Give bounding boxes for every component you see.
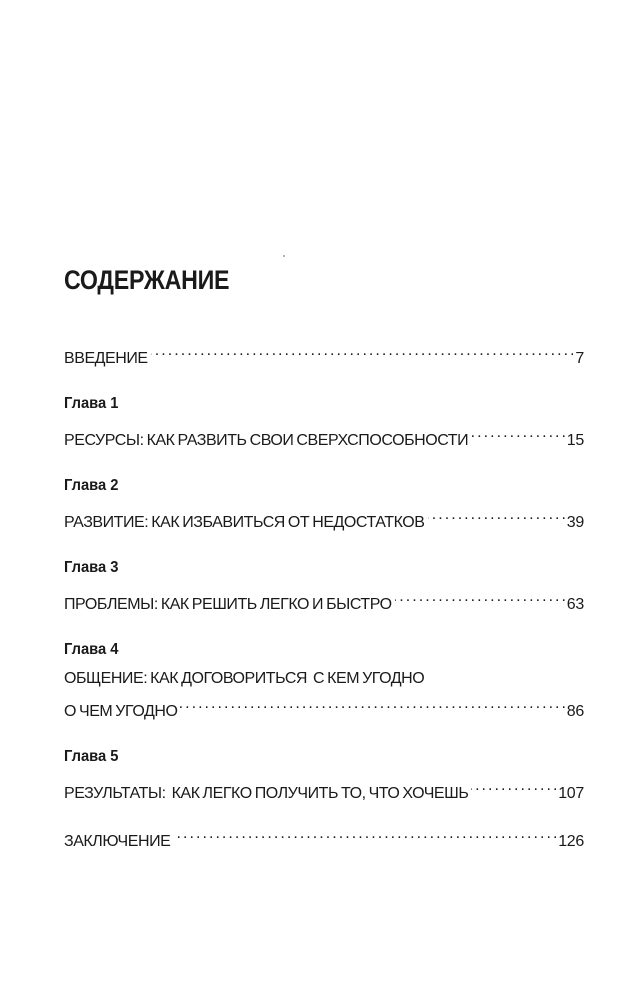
toc-page-number: 15: [566, 432, 584, 449]
toc-entry-text: РАЗВИТИЕ: КАК ИЗБАВИТЬСЯ ОТ НЕДОСТАТКОВ: [64, 514, 425, 531]
toc-line: [64, 821, 584, 850]
dot-leader: [151, 338, 574, 363]
table-of-contents: [64, 262, 584, 850]
dot-leader: [471, 420, 565, 445]
toc-entry-text: РЕСУРСЫ: КАК РАЗВИТЬ СВОИ СВЕРХСПОСОБНОСТИ: [64, 432, 469, 449]
toc-line: [64, 502, 584, 531]
chapter-label: Глава 1: [64, 395, 119, 412]
toc-entry-text: ЗАКЛЮЧЕНИЕ: [64, 833, 171, 850]
chapter-label: Глава 5: [64, 748, 119, 765]
dot-leader: [180, 691, 564, 716]
chapter-label: Глава 4: [64, 641, 119, 658]
toc-line: [64, 773, 584, 802]
toc-chapter-4: [64, 640, 584, 720]
toc-entry-text: РЕЗУЛЬТАТЫ: КАК ЛЕГКО ПОЛУЧИТЬ ТО, ЧТО ХОЧЕШЬ: [64, 785, 469, 802]
scan-speck: [283, 255, 285, 257]
dot-leader: [173, 821, 556, 846]
toc-line: [64, 666, 584, 691]
toc-page-number: 126: [558, 833, 584, 850]
toc-entry-text: О ЧЕМ УГОДНО: [64, 703, 178, 720]
toc-entry-text: ОБЩЕНИЕ: КАК ДОГОВОРИТЬСЯ С КЕМ УГОДНО: [64, 670, 425, 687]
toc-entry-text: ПРОБЛЕМЫ: КАК РЕШИТЬ ЛЕГКО И БЫСТРО: [64, 596, 392, 613]
dot-leader: [471, 773, 556, 798]
toc-title: СОДЕРЖАНИЕ: [64, 265, 230, 295]
toc-entry-introduction: [64, 338, 584, 367]
chapter-label: Глава 3: [64, 559, 119, 576]
toc-line: [64, 338, 584, 367]
toc-entry-text: ВВЕДЕНИЕ: [64, 350, 148, 367]
toc-entry-conclusion: [64, 821, 584, 850]
toc-chapter-5: [64, 747, 584, 802]
toc-page-number: 7: [575, 350, 584, 367]
toc-line: [64, 584, 584, 613]
toc-page-number: 86: [566, 703, 584, 720]
dot-leader: [395, 584, 565, 609]
toc-page-number: 107: [558, 785, 584, 802]
toc-page-number: 63: [566, 596, 584, 613]
toc-chapter-3: [64, 558, 584, 613]
toc-chapter-2: [64, 476, 584, 531]
toc-line: [64, 420, 584, 449]
toc-page-number: 39: [566, 514, 584, 531]
chapter-label: Глава 2: [64, 477, 119, 494]
toc-line: [64, 691, 584, 720]
dot-leader: [428, 502, 565, 527]
toc-chapter-1: [64, 394, 584, 449]
